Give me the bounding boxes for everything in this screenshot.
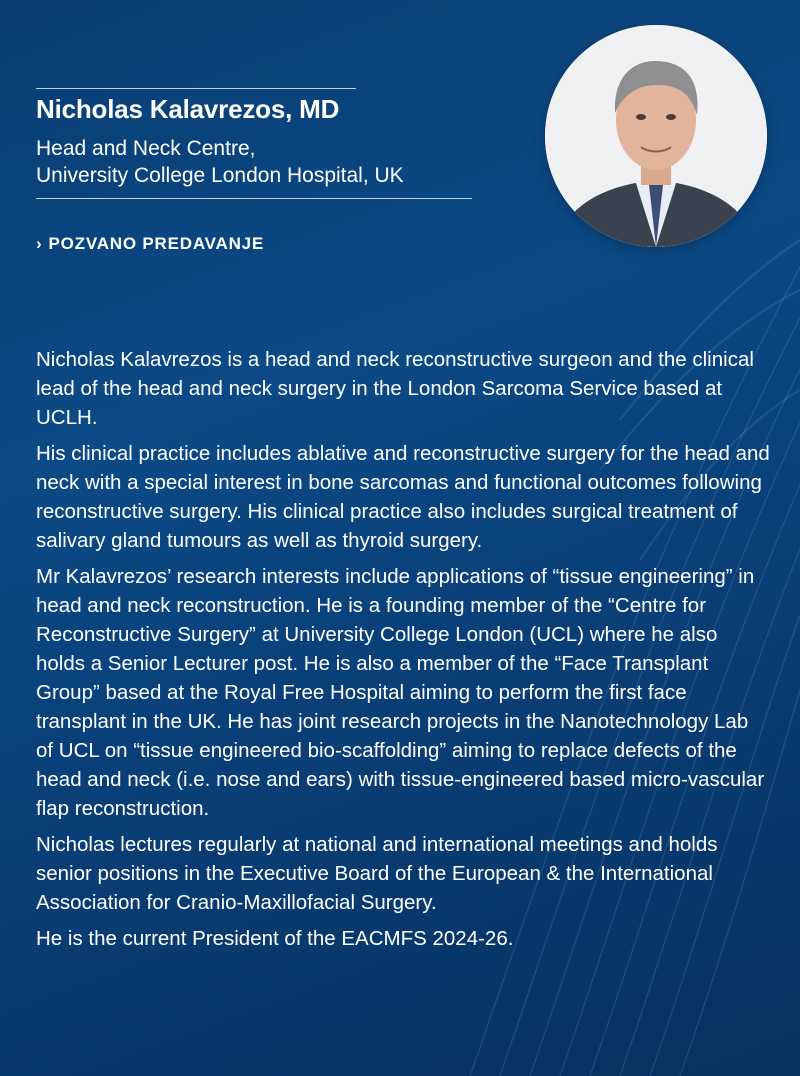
bottom-divider xyxy=(36,198,472,199)
bio-paragraph: Nicholas lectures regularly at national and international meetings and holds senior positions in the Executive Board of the European & the International Association for Cranio-Maxillofacial Surgery. xyxy=(36,833,718,914)
speaker-portrait-illustration xyxy=(545,25,767,247)
speaker-name: Nicholas Kalavrezos, MD xyxy=(36,94,340,124)
bio-paragraph: Nicholas Kalavrezos is a head and neck reconstructive surgeon and the clinical lead of the head and neck surgery in the London Sarcoma Service based at UCLH. xyxy=(36,348,754,429)
speaker-biography xyxy=(36,345,771,960)
session-type-label: POZVANO PREDAVANJE xyxy=(48,234,265,253)
affiliation-line-2: University College London Hospital, UK xyxy=(36,164,404,187)
affiliation-line-1: Head and Neck Centre, xyxy=(36,137,256,160)
session-type xyxy=(36,234,264,254)
chevron-right-icon: › xyxy=(36,234,43,253)
speaker-photo xyxy=(545,25,767,247)
speaker-affiliation xyxy=(36,135,404,189)
top-divider xyxy=(36,88,356,89)
bio-paragraph: He is the current President of the EACMFS 2024-26. xyxy=(36,927,514,950)
bio-paragraph: His clinical practice includes ablative and reconstructive surgery for the head and neck with a special interest in bone sarcomas and functional outcomes following reconstructive surgery. His clinical practice also includes surgical treatment of salivary gland tumours as well as thyroid surgery. xyxy=(36,442,770,552)
bio-paragraph: Mr Kalavrezos’ research interests include applications of “tissue engineering” in head and neck reconstruction. He is a founding member of the “Centre for Reconstructive Surgery” at University College London (UCL) where he also holds a Senior Lecturer post. He is also a member of the “Face Transplant Group” based at the Royal Free Hospital aiming to perform the first face transplant in the UK. He has joint research projects in the Nanotechnology Lab of UCL on “tissue engineered bio-scaffolding” aiming to replace defects of the head and neck (i.e. nose and ears) with tissue-engineered based micro-vascular flap reconstruction. xyxy=(36,565,765,820)
